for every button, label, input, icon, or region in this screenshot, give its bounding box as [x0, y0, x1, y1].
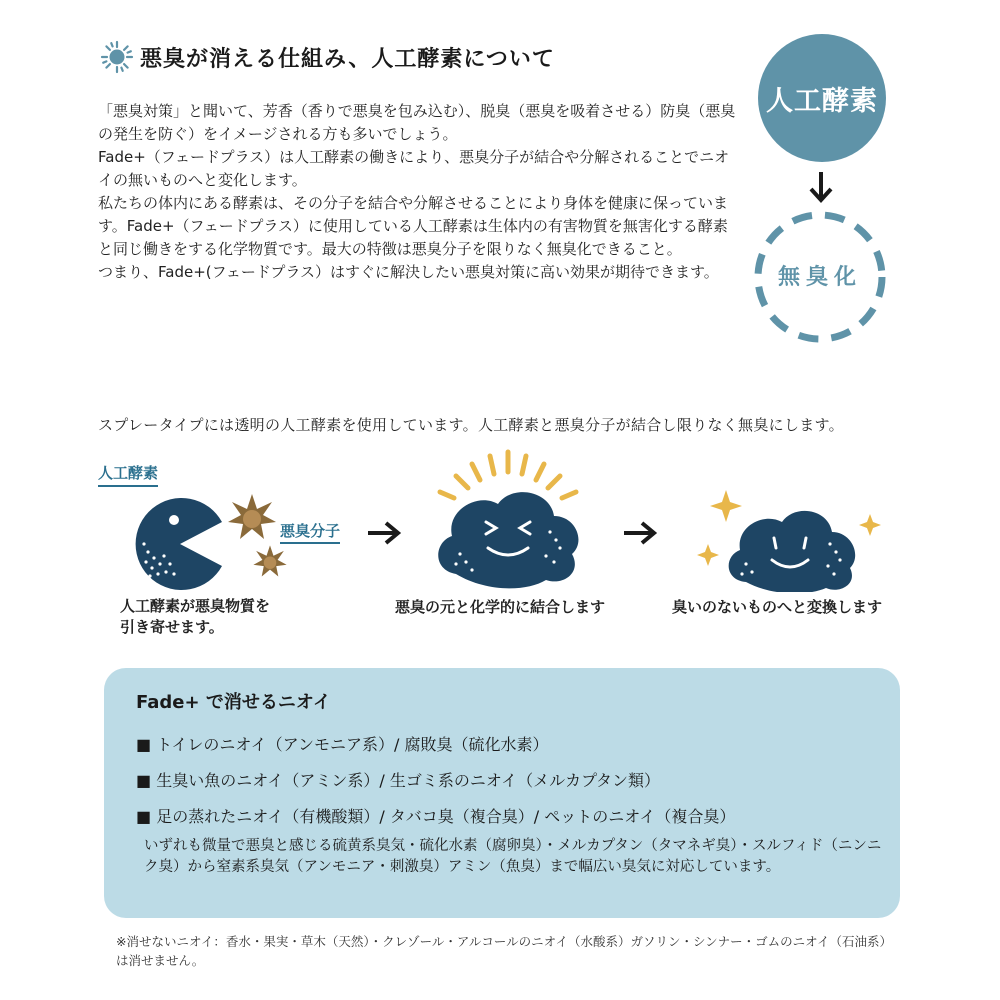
odorless-label: 無臭化: [777, 265, 862, 290]
intro-line-3: 私たちの体内にある酵素は、その分子を結合や分解させることにより身体を健康に保っています。Fade+（フェードプラス）に使用している人工酵素は生体内の有害物質を無害化する酵素と同じ働きをする化学物質です。最大の特徴は悪臭分子を限りなく無臭化できること。: [98, 194, 729, 258]
panel-title: Fade+ で消せるニオイ: [136, 692, 331, 713]
step2-caption: 悪臭の元と化学的に結合します: [395, 598, 606, 616]
intro-line-2: Fade+（フェードプラス）は人工酵素の働きにより、悪臭分子が結合や分解されることでニオイの無いものへと変化します。: [98, 148, 730, 189]
step3-caption: 臭いのないものへと変換します: [672, 598, 883, 616]
panel-note: いずれも微量で悪臭と感じる硫黄系臭気・硫化水素（腐卵臭）・メルカプタン（タマネギ臭）・スルフィド（ニンニク臭）から窒素系臭気（アンモニア・刺激臭）アミン（魚臭）まで幅広い臭気に対応しています。: [144, 838, 882, 875]
page-title: 悪臭が消える仕組み、人工酵素について: [140, 47, 555, 72]
enzyme-pacman-icon: [130, 494, 230, 594]
arrow-right-icon: [366, 518, 402, 548]
enzyme-label: 人工酵素: [98, 462, 158, 487]
enzyme-circle: 人工酵素: [758, 34, 886, 162]
step1-caption-line1: 人工酵素が悪臭物質を: [120, 597, 271, 615]
arrow-down-icon: [806, 170, 836, 206]
odor-item: ■ トイレのニオイ（アンモニア系）/ 腐敗臭（硫化水素）: [136, 735, 549, 754]
odor-item: ■ 足の蒸れたニオイ（有機酸類）/ タバコ臭（複合臭）/ ペットのニオイ（複合臭）: [136, 807, 736, 826]
bonding-cloud-icon: [426, 446, 590, 592]
intro-line-4: つまり、Fade+(フェードプラス）はすぐに解決したい悪臭対策に高い効果が期待できます。: [98, 263, 719, 281]
odorless-cloud-icon: [690, 482, 886, 592]
odor-item: ■ 生臭い魚のニオイ（アミン系）/ 生ゴミ系のニオイ（メルカプタン類）: [136, 771, 660, 790]
odor-molecule-label: 悪臭分子: [280, 520, 340, 544]
step1-caption-line2: 引き寄せます。: [120, 618, 224, 636]
intro-line-1: 「悪臭対策」と聞いて、芳香（香りで悪臭を包み込む）、脱臭（悪臭を吸着させる）防臭（悪臭の発生を防ぐ）をイメージされる方も多いでしょう。: [98, 102, 736, 143]
spray-description: スプレータイプには透明の人工酵素を使用しています。人工酵素と悪臭分子が結合し限りなく無臭にします。: [98, 416, 844, 434]
footnote: ※消せないニオイ：香水・果実・草木（天然）・クレゾール・アルコールのニオイ（水酸系）ガソリン・シンナー・ゴムのニオイ（石油系）は消せません。: [116, 934, 893, 968]
step1-caption: [120, 596, 270, 638]
sun-icon: [100, 40, 134, 74]
intro-text: [98, 100, 738, 284]
odor-molecule-icon: [226, 492, 278, 544]
arrow-right-icon: [622, 518, 658, 548]
odor-molecule-small-icon: [252, 544, 288, 580]
